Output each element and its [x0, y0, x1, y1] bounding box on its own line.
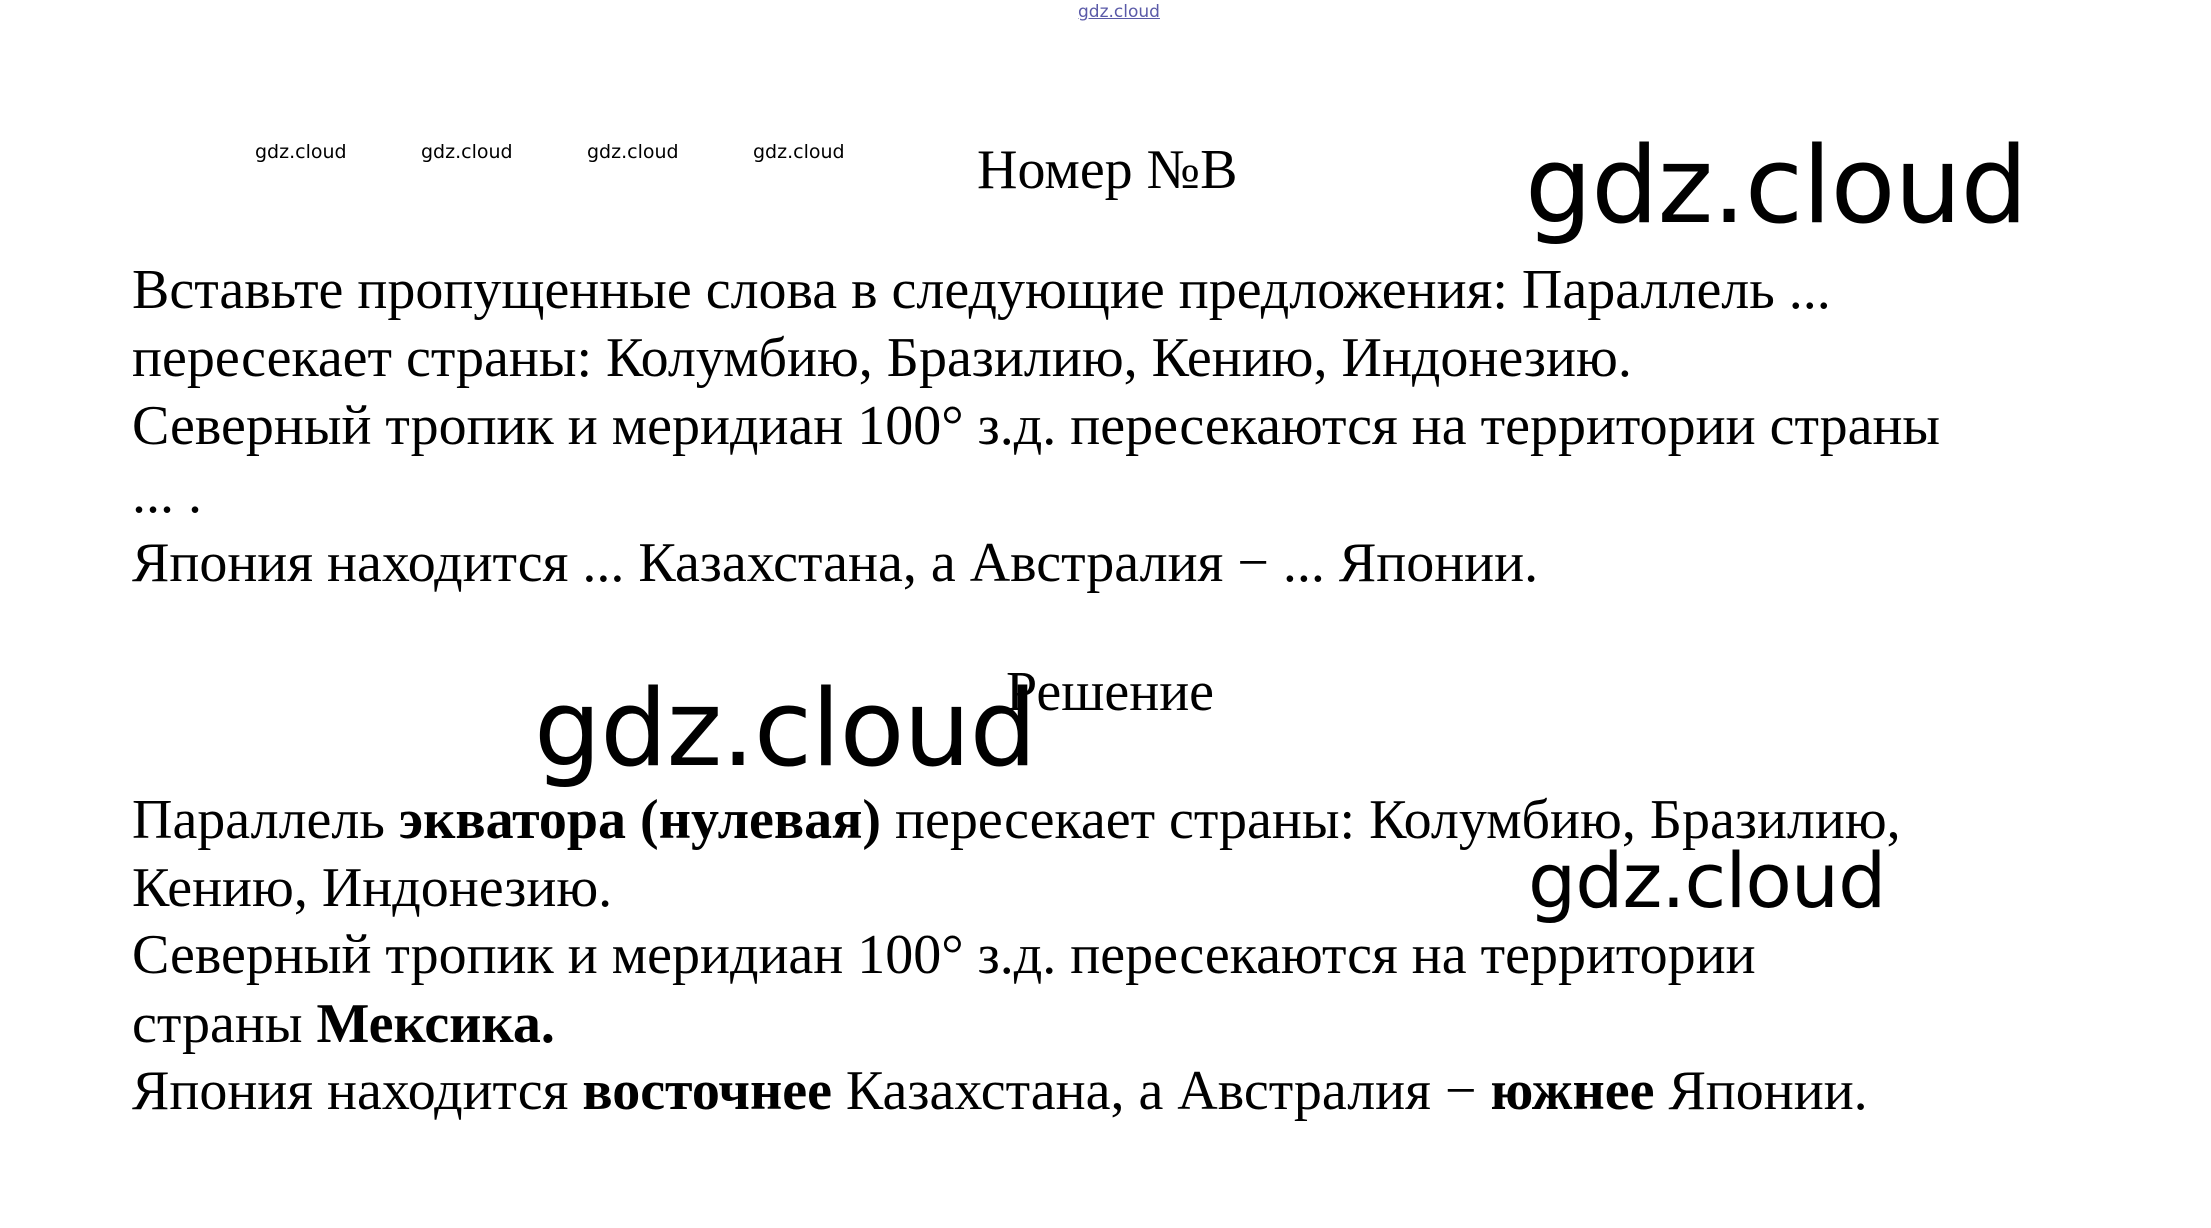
answer-mexico: Мексика. [316, 993, 555, 1055]
watermark-small-4: gdz.cloud [753, 141, 845, 163]
solution-line-5-text-c: Казахстана, а Австралия − [831, 1060, 1491, 1122]
watermark-small-3: gdz.cloud [587, 141, 679, 163]
solution-line-1-text-a: Параллель [132, 789, 399, 851]
watermark-small-1: gdz.cloud [255, 141, 347, 163]
task-line-3: Северный тропик и меридиан 100° з.д. пересекаются на территории страны [132, 395, 1941, 457]
solution-line-4-text-a: страны [132, 993, 317, 1055]
task-title: Номер №В [977, 139, 1238, 201]
answer-equator: экватора (нулевая) [398, 789, 882, 851]
solution-line-5 [132, 1060, 1868, 1122]
solution-title: Решение [1006, 661, 1215, 723]
solution-line-3: Северный тропик и меридиан 100° з.д. пересекаются на территории [132, 924, 1756, 986]
watermark-large-top: gdz.cloud [1525, 124, 2027, 247]
solution-line-4 [132, 993, 555, 1055]
answer-south: южнее [1490, 1060, 1655, 1122]
watermark-medium-right: gdz.cloud [1528, 836, 1886, 925]
solution-line-5-text-a: Япония находится [132, 1060, 583, 1122]
task-line-1: Вставьте пропущенные слова в следующие предложения: Параллель ... [132, 259, 1831, 321]
task-line-4: ... . [132, 463, 202, 525]
solution-line-1-text-c: пересекает страны: Колумбию, Бразилию, [881, 789, 1901, 851]
watermark-large-middle: gdz.cloud [534, 667, 1036, 790]
watermark-top: gdz.cloud [1078, 2, 1160, 22]
solution-line-2: Кению, Индонезию. [132, 857, 613, 919]
task-line-5: Япония находится ... Казахстана, а Австралия − ... Японии. [132, 532, 1539, 594]
answer-east: восточнее [582, 1060, 832, 1122]
watermark-small-2: gdz.cloud [421, 141, 513, 163]
solution-line-1 [132, 789, 1901, 851]
task-line-2: пересекает страны: Колумбию, Бразилию, Кению, Индонезию. [132, 327, 1632, 389]
solution-line-5-text-e: Японии. [1654, 1060, 1868, 1122]
